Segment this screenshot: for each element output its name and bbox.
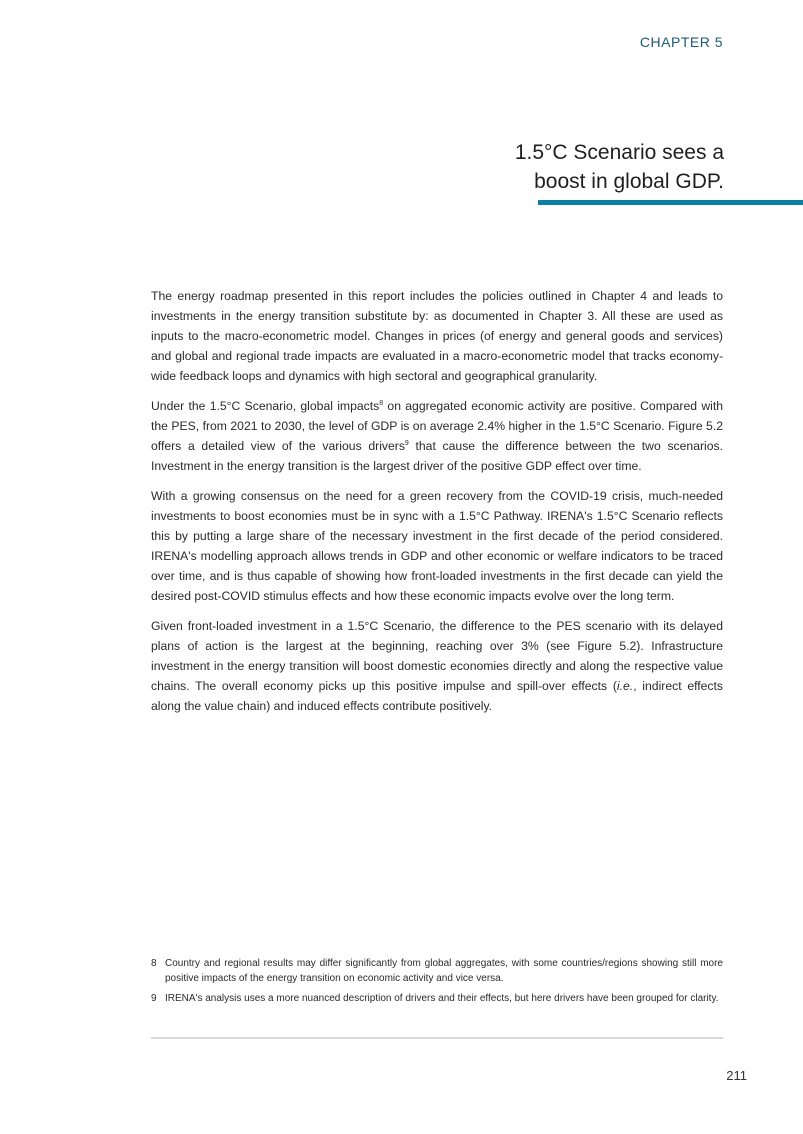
footnote-number: 9 (151, 993, 157, 1004)
chapter-label: CHAPTER 5 (639, 34, 723, 50)
paragraph-4-part-a: Given front-loaded investment in a 1.5°C Scenario, the difference to the PES scenario with its delayed plans of action is the largest at the beginning, reaching over 3% (see Figure 5.2). Infrastructure investment in the energy transition will boost domestic economies directly and along the respective value chains. The overall economy picks up this positive impulse and spill-over effects ( (151, 619, 723, 693)
footnote-divider (151, 1037, 723, 1039)
pull-quote-line-2: boost in global GDP. (534, 170, 724, 193)
paragraph-2-part-a: Under the 1.5°C Scenario, global impacts (151, 399, 380, 413)
footnote-number: 8 (151, 958, 157, 969)
paragraph-1: The energy roadmap presented in this report includes the policies outlined in Chapter 4 and leads to investments in the energy transition substitute by: as documented in Chapter 3. All these are used as inputs to the macro-econometric model. Changes in prices (of energy and general goods and services) and global and regional trade impacts are evaluated in a macro-econometric model that tracks economy-wide feedback loops and dynamics with high sectoral and geographical granularity. (151, 289, 723, 383)
paragraph-4-part-b: , indirect effects along the value chain) and induced effects contribute positively. (151, 679, 723, 713)
paragraph-2-part-c: that cause the difference between the two scenarios. Investment in the energy transition is the largest driver of the positive GDP effect over time. (151, 439, 723, 473)
footnotes (151, 956, 723, 1011)
paragraph-2 (151, 396, 723, 476)
footnote-ref-8: 8 (379, 400, 384, 407)
paragraph-2-part-b: on aggregated economic activity are positive. Compared with the PES, from 2021 to 2030, the level of GDP is on average 2.4% higher in the 1.5°C Scenario. Figure 5.2 offers a detailed view of the various drivers (151, 399, 723, 453)
footnote-text: IRENA's analysis uses a more nuanced description of drivers and their effects, but here drivers have been grouped for clarity. (165, 993, 719, 1004)
page-number: 211 (726, 1068, 747, 1083)
pull-quote-accent-bar (538, 200, 803, 205)
pull-quote (464, 138, 724, 196)
footnote-8 (151, 956, 723, 986)
footnote-text: Country and regional results may differ significantly from global aggregates, with some countries/regions showing still more positive impacts of the energy transition on economic activity and vice versa. (165, 958, 723, 984)
paragraph-4-ie: i.e. (616, 679, 634, 693)
pull-quote-line-1: 1.5°C Scenario sees a (514, 141, 724, 164)
footnote-ref-9: 9 (404, 440, 409, 447)
body-text (151, 286, 723, 726)
paragraph-3: With a growing consensus on the need for a green recovery from the COVID-19 crisis, much-needed investments to boost economies must be in sync with a 1.5°C Pathway. IRENA's 1.5°C Scenario reflects this by putting a large share of the necessary investment in the first decade of the period considered. IRENA's modelling approach allows trends in GDP and other economic or welfare indicators to be traced over time, and is thus capable of showing how front-loaded investments in the first decade can yield the desired post-COVID stimulus effects and how these economic impacts evolve over the long term. (151, 489, 723, 603)
footnote-9 (151, 991, 723, 1006)
paragraph-4 (151, 616, 723, 716)
